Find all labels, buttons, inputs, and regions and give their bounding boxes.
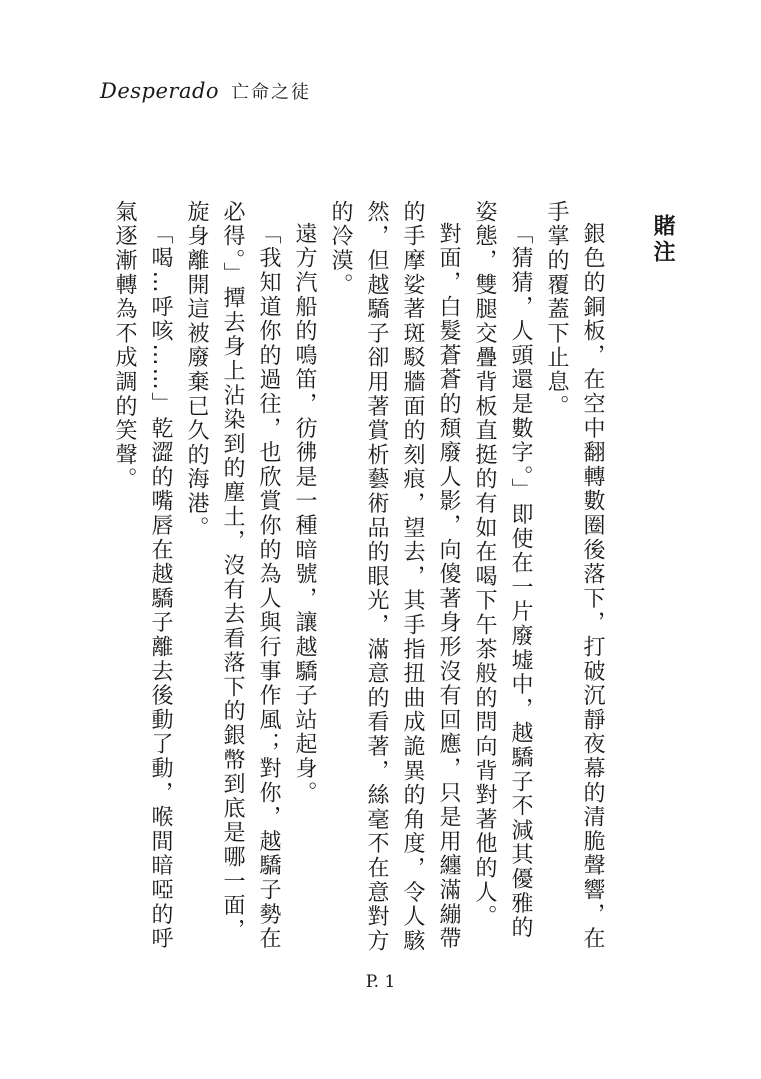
header-title-en: Desperado: [100, 79, 220, 103]
chapter-title: 賭注: [650, 214, 675, 266]
paragraph: 「喝…呼咳……」乾澀的嘴唇在越驕子離去後動了動，喉間暗啞的呼氣逐漸轉為不成調的笑聲。: [112, 200, 173, 951]
running-header: [100, 78, 311, 108]
paragraph: 「猜猜，人頭還是數字。」即使在一片廢墟中，越驕子不減其優雅的姿態，雙腿交疊背板直挺的有如在喝下午茶般的問向背對著他的人。: [472, 200, 533, 940]
paragraph: 對面，白髮蒼蒼的頹廢人影，向傻著身形沒有回應，只是用纏滿繃帶的手摩娑著斑駁牆面的刻痕，望去，其手指扭曲成詭異的角度，令人駭然，但越驕子卻用著賞析藝術品的眼光，滿意的看著，絲毫不在意對方的冷漠。: [328, 200, 461, 954]
paragraph: 「我知道你的過往，也欣賞你的為人與行事作風；對你，越驕子勢在必得。」撢去身上沾染到的塵土，沒有去看落下的銀幣到底是哪一面，旋身離開這被廢棄已久的海港。: [184, 200, 281, 951]
page-number: P. 1: [365, 972, 396, 992]
vertical-text-body: [112, 200, 680, 960]
header-title-zh: 亡命之徒: [231, 82, 312, 103]
paragraph: 遠方汽船的鳴笛，彷彿是一種暗號，讓越驕子站起身。: [292, 222, 317, 806]
paragraph: 銀色的銅板，在空中翻轉數圈後落下，打破沉靜夜幕的清脆聲響，在手掌的覆蓋下止息。: [544, 200, 605, 951]
